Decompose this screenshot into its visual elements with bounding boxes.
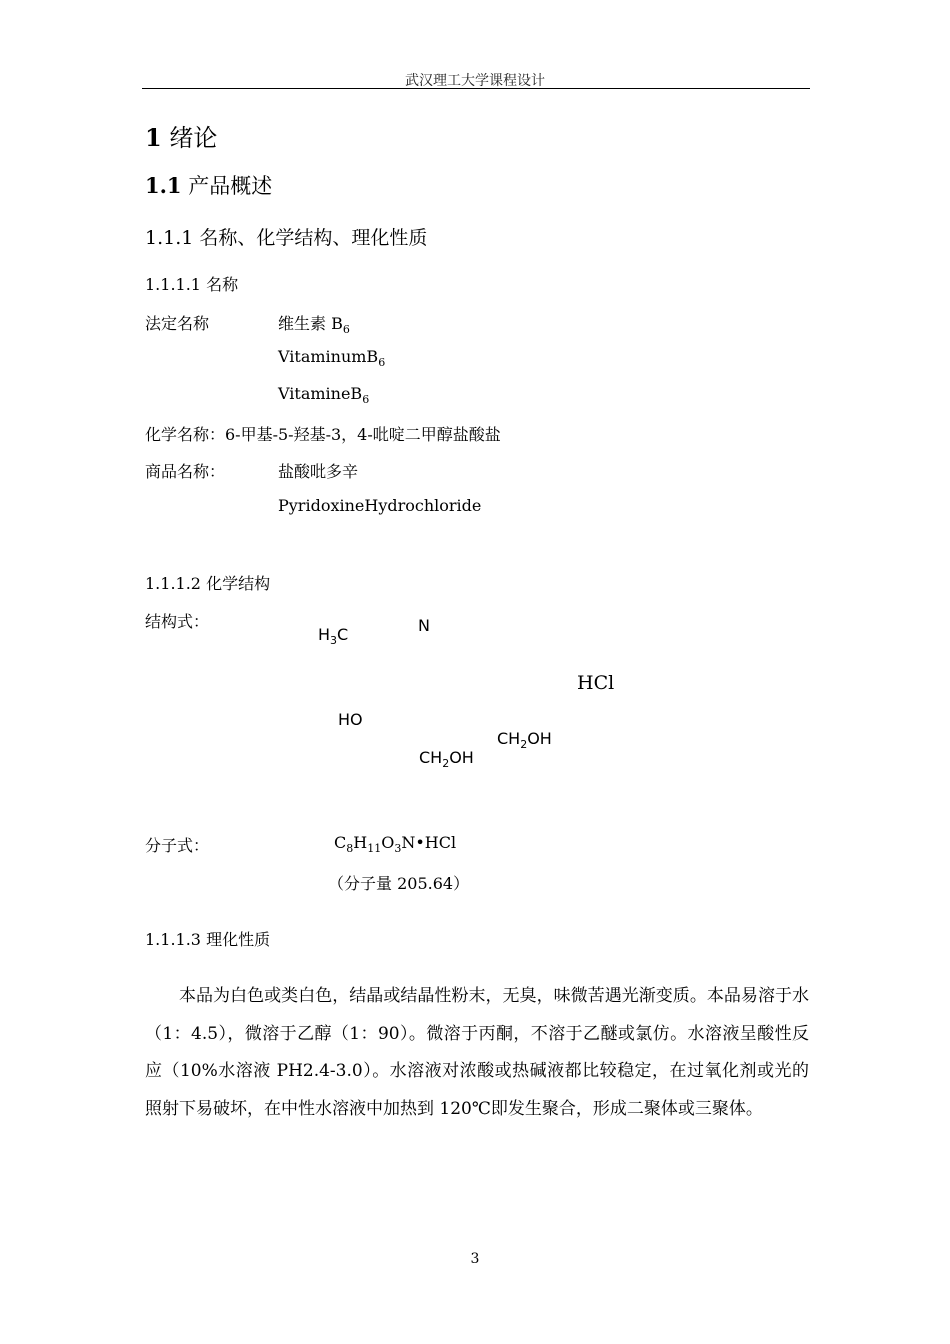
official-name-label: 法定名称 [145, 314, 210, 333]
chapter-number: 1 [145, 123, 162, 152]
structure-ch2oh-bottom-label: $CH_2OH$ [419, 748, 474, 770]
section-title: 产品概述 [188, 174, 273, 198]
structure-hcl-label: HCl [577, 672, 615, 694]
names-heading: 1.1.1.1 名称 [145, 275, 239, 294]
structure-ch2oh-right-label: $CH_2OH$ [497, 729, 552, 751]
page-number: 3 [470, 1251, 480, 1267]
trade-name-1: 盐酸吡多辛 [278, 462, 359, 481]
structure-ho-label: HO [338, 710, 363, 729]
chapter-heading [145, 118, 217, 153]
structure-n-label: N [418, 616, 430, 635]
properties-heading: 1.1.1.3 理化性质 [145, 930, 271, 949]
structure-label: 结构式： [145, 612, 210, 631]
trade-name-2: PyridoxineHydrochloride [278, 496, 482, 515]
official-name-1: 维生素 $B_6$ [278, 314, 350, 336]
structure-h3c-label: $H_3C$ [318, 625, 349, 647]
formula-label: 分子式： [145, 836, 210, 855]
official-name-3: VitamineB$_6$ [278, 384, 370, 406]
page-header: 武汉理工大学课程设计 [405, 73, 545, 89]
molecular-formula: $C_8H_{11}O_3N•HCl$ [334, 833, 457, 855]
molecular-weight: （分子量 205.64） [328, 874, 470, 893]
section-heading [145, 170, 272, 200]
structure-heading: 1.1.1.2 化学结构 [145, 574, 271, 593]
official-name-2: VitaminumB$_6$ [278, 347, 386, 369]
section-number: 1.1 [145, 173, 182, 198]
properties-paragraph: 本品为白色或类白色，结晶或结晶性粉末，无臭，味微苦遇光渐变质。本品易溶于水（1：4.5），微溶于乙醇（1：90）。微溶于丙酮，不溶于乙醚或氯仿。水溶液呈酸性反应（10%水溶液 PH2.4-3.0）。水溶液对浓酸或热碱液都比较稳定，在过氧化剂或光的照射下易破坏，在中性水溶液中加热到 120℃即发生聚合，形成二聚体或三聚体。 [145, 986, 809, 1119]
trade-name-label: 商品名称： [145, 462, 226, 481]
chemical-name: 化学名称：6-甲基-5-羟基-3，4-吡啶二甲醇盐酸盐 [145, 425, 501, 444]
subsection-heading: 1.1.1 名称、化学结构、理化性质 [145, 227, 428, 249]
chapter-title: 绪论 [169, 124, 218, 152]
header-rule [142, 88, 810, 89]
